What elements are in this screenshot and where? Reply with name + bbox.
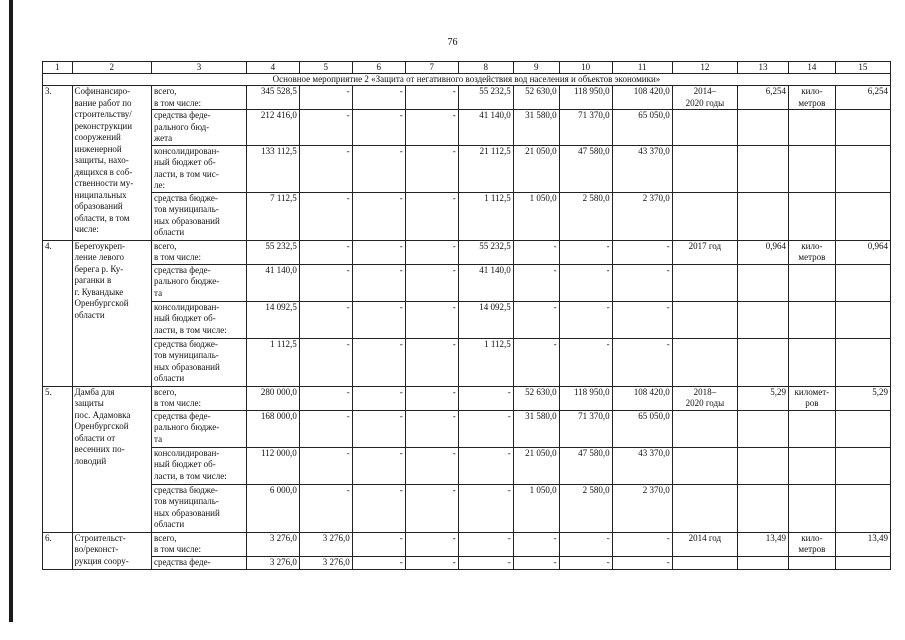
amount-cell: 2 370,0: [612, 192, 672, 240]
unit-cell: кило- метров: [788, 240, 835, 264]
period-cell-empty: [672, 192, 737, 240]
funding-source: средства бюдже- тов муниципаль- ных образований области: [152, 484, 247, 532]
amount-cell: 7 112,5: [246, 192, 299, 240]
period-cell: 2014 год: [672, 532, 737, 556]
amount-cell: -: [405, 240, 458, 264]
amount-cell: 212 416,0: [246, 110, 299, 146]
amount-cell: -: [299, 86, 352, 110]
unit-cell-empty: [788, 556, 835, 569]
amount-cell: -: [299, 264, 352, 301]
amount-cell: -: [458, 532, 513, 556]
amount-cell: 65 050,0: [612, 410, 672, 447]
amount-cell: -: [299, 484, 352, 532]
table-row: [43, 338, 891, 386]
item-name: Берегоукреп- ление левого берега р. Ку- раганки в г. Кувандыке Оренбургской области: [72, 240, 152, 386]
unit-cell-empty: [788, 145, 835, 192]
funding-source: средства феде-: [152, 556, 247, 569]
table-row: [43, 240, 891, 264]
period-cell-empty: [672, 301, 737, 338]
amount-cell: -: [352, 556, 405, 569]
column-number: 1: [43, 62, 73, 74]
period-cell: 2017 год: [672, 240, 737, 264]
indicator-value-empty: [737, 192, 788, 240]
period-cell-empty: [672, 338, 737, 386]
amount-cell: -: [612, 240, 672, 264]
amount-cell: 1 050,0: [513, 484, 559, 532]
amount-cell: -: [458, 386, 513, 410]
table-row: [43, 447, 891, 484]
funding-source: средства феде- рального бюд- жета: [152, 110, 247, 146]
indicator-value-empty: [737, 338, 788, 386]
column-number: 9: [513, 62, 559, 74]
target-value-empty: [835, 264, 890, 301]
amount-cell: -: [513, 338, 559, 386]
amount-cell: 3 276,0: [299, 532, 352, 556]
amount-cell: -: [405, 532, 458, 556]
amount-cell: -: [352, 145, 405, 192]
amount-cell: 1 112,5: [246, 338, 299, 386]
unit-cell: километ- ров: [788, 386, 835, 410]
amount-cell: 168 000,0: [246, 410, 299, 447]
amount-cell: -: [559, 301, 612, 338]
column-number: 12: [672, 62, 737, 74]
amount-cell: -: [405, 192, 458, 240]
unit-cell-empty: [788, 110, 835, 146]
item-number: 5.: [43, 386, 73, 532]
amount-cell: 55 232,5: [458, 240, 513, 264]
target-value-empty: [835, 338, 890, 386]
table-row: [43, 556, 891, 569]
amount-cell: 1 112,5: [458, 338, 513, 386]
funding-source: средства феде- рального бюдже- та: [152, 410, 247, 447]
amount-cell: -: [352, 386, 405, 410]
section-title: Основное мероприятие 2 «Защита от негативного воздействия вод населения и объектов экономики»: [43, 74, 891, 86]
amount-cell: 31 580,0: [513, 410, 559, 447]
amount-cell: 108 420,0: [612, 86, 672, 110]
amount-cell: -: [405, 556, 458, 569]
amount-cell: -: [299, 192, 352, 240]
amount-cell: 52 630,0: [513, 386, 559, 410]
amount-cell: -: [299, 110, 352, 146]
table-row: [43, 532, 891, 556]
unit-cell-empty: [788, 410, 835, 447]
amount-cell: 3 276,0: [246, 556, 299, 569]
amount-cell: 31 580,0: [513, 110, 559, 146]
unit-cell-empty: [788, 447, 835, 484]
period-cell-empty: [672, 556, 737, 569]
funding-source: всего, в том числе:: [152, 532, 247, 556]
amount-cell: -: [352, 484, 405, 532]
period-cell-empty: [672, 264, 737, 301]
target-value-empty: [835, 556, 890, 569]
amount-cell: -: [458, 556, 513, 569]
amount-cell: 21 050,0: [513, 447, 559, 484]
amount-cell: -: [352, 532, 405, 556]
amount-cell: 41 140,0: [246, 264, 299, 301]
column-number: 13: [737, 62, 788, 74]
amount-cell: -: [458, 447, 513, 484]
amount-cell: 47 580,0: [559, 145, 612, 192]
table-row: [43, 264, 891, 301]
indicator-value-empty: [737, 264, 788, 301]
period-cell-empty: [672, 484, 737, 532]
amount-cell: 1 112,5: [458, 192, 513, 240]
target-value: 13,49: [835, 532, 890, 556]
amount-cell: 71 370,0: [559, 110, 612, 146]
target-value-empty: [835, 145, 890, 192]
column-number: 14: [788, 62, 835, 74]
amount-cell: -: [513, 532, 559, 556]
period-cell-empty: [672, 410, 737, 447]
amount-cell: -: [352, 86, 405, 110]
amount-cell: -: [352, 301, 405, 338]
item-number: 6.: [43, 532, 73, 569]
indicator-value-empty: [737, 556, 788, 569]
target-value: 0,964: [835, 240, 890, 264]
funding-source: всего, в том числе:: [152, 240, 247, 264]
target-value-empty: [835, 192, 890, 240]
program-table: [42, 61, 891, 570]
item-number: 4.: [43, 240, 73, 386]
target-value: 5,29: [835, 386, 890, 410]
funding-source: всего, в том числе:: [152, 86, 247, 110]
unit-cell: кило- метров: [788, 86, 835, 110]
amount-cell: 345 528,5: [246, 86, 299, 110]
amount-cell: 133 112,5: [246, 145, 299, 192]
target-value-empty: [835, 301, 890, 338]
amount-cell: -: [352, 338, 405, 386]
amount-cell: -: [612, 532, 672, 556]
amount-cell: -: [405, 110, 458, 146]
amount-cell: -: [352, 240, 405, 264]
amount-cell: 52 630,0: [513, 86, 559, 110]
funding-source: консолидирован- ный бюджет об- ласти, в том чис- ле:: [152, 145, 247, 192]
amount-cell: -: [513, 264, 559, 301]
amount-cell: 118 950,0: [559, 86, 612, 110]
column-number: 15: [835, 62, 890, 74]
indicator-value-empty: [737, 484, 788, 532]
period-cell-empty: [672, 447, 737, 484]
column-number-row: [43, 62, 891, 74]
amount-cell: -: [352, 410, 405, 447]
column-number: 7: [405, 62, 458, 74]
column-number: 8: [458, 62, 513, 74]
amount-cell: 2 370,0: [612, 484, 672, 532]
amount-cell: -: [405, 145, 458, 192]
amount-cell: -: [458, 410, 513, 447]
amount-cell: 280 000,0: [246, 386, 299, 410]
period-cell: 2018– 2020 годы: [672, 386, 737, 410]
amount-cell: -: [299, 410, 352, 447]
amount-cell: -: [405, 386, 458, 410]
indicator-value-empty: [737, 410, 788, 447]
amount-cell: -: [299, 386, 352, 410]
amount-cell: 14 092,5: [458, 301, 513, 338]
amount-cell: -: [612, 264, 672, 301]
amount-cell: 21 112,5: [458, 145, 513, 192]
column-number: 4: [246, 62, 299, 74]
column-number: 6: [352, 62, 405, 74]
amount-cell: -: [612, 338, 672, 386]
amount-cell: -: [559, 264, 612, 301]
indicator-value: 0,964: [737, 240, 788, 264]
table-row: [43, 145, 891, 192]
amount-cell: 41 140,0: [458, 110, 513, 146]
amount-cell: -: [513, 556, 559, 569]
target-value-empty: [835, 484, 890, 532]
indicator-value: 5,29: [737, 386, 788, 410]
amount-cell: 41 140,0: [458, 264, 513, 301]
target-value-empty: [835, 410, 890, 447]
amount-cell: 43 370,0: [612, 447, 672, 484]
table-row: [43, 110, 891, 146]
item-number: 3.: [43, 86, 73, 241]
amount-cell: 2 580,0: [559, 484, 612, 532]
amount-cell: 65 050,0: [612, 110, 672, 146]
unit-cell-empty: [788, 338, 835, 386]
column-number: 11: [612, 62, 672, 74]
target-value-empty: [835, 110, 890, 146]
table-row: [43, 386, 891, 410]
section-title-row: [43, 74, 891, 86]
amount-cell: -: [299, 240, 352, 264]
unit-cell-empty: [788, 264, 835, 301]
amount-cell: -: [559, 556, 612, 569]
amount-cell: 14 092,5: [246, 301, 299, 338]
amount-cell: -: [352, 192, 405, 240]
column-number: 3: [152, 62, 247, 74]
funding-source: средства бюдже- тов муниципаль- ных образований области: [152, 338, 247, 386]
amount-cell: -: [299, 447, 352, 484]
amount-cell: -: [458, 484, 513, 532]
period-cell-empty: [672, 145, 737, 192]
amount-cell: 1 050,0: [513, 192, 559, 240]
amount-cell: 43 370,0: [612, 145, 672, 192]
amount-cell: -: [352, 264, 405, 301]
amount-cell: -: [513, 240, 559, 264]
amount-cell: 118 950,0: [559, 386, 612, 410]
amount-cell: -: [612, 556, 672, 569]
indicator-value: 6,254: [737, 86, 788, 110]
period-cell-empty: [672, 110, 737, 146]
period-cell: 2014– 2020 годы: [672, 86, 737, 110]
funding-source: всего, в том числе:: [152, 386, 247, 410]
funding-source: консолидирован- ный бюджет об- ласти, в том числе:: [152, 447, 247, 484]
indicator-value-empty: [737, 145, 788, 192]
amount-cell: -: [612, 301, 672, 338]
table-row: [43, 86, 891, 110]
amount-cell: 3 276,0: [299, 556, 352, 569]
amount-cell: 47 580,0: [559, 447, 612, 484]
amount-cell: 6 000,0: [246, 484, 299, 532]
amount-cell: 21 050,0: [513, 145, 559, 192]
unit-cell-empty: [788, 484, 835, 532]
indicator-value-empty: [737, 301, 788, 338]
column-number: 5: [299, 62, 352, 74]
amount-cell: -: [559, 532, 612, 556]
amount-cell: -: [513, 301, 559, 338]
item-name: Софинансиро- вание работ по строительству/ реконструкции сооружений инженерной защиты, нахо- дящихся в соб- ственности му- ниципальных образований области, в том числе:: [72, 86, 152, 241]
amount-cell: -: [405, 338, 458, 386]
table-row: [43, 301, 891, 338]
amount-cell: -: [405, 301, 458, 338]
unit-cell-empty: [788, 301, 835, 338]
amount-cell: -: [405, 264, 458, 301]
amount-cell: -: [352, 110, 405, 146]
page-number: 76: [447, 37, 458, 48]
item-name: Дамба для защиты пос. Адамовка Оренбургской области от весенних по- ловодий: [72, 386, 152, 532]
amount-cell: -: [559, 338, 612, 386]
amount-cell: -: [299, 145, 352, 192]
amount-cell: -: [405, 447, 458, 484]
amount-cell: 2 580,0: [559, 192, 612, 240]
amount-cell: 3 276,0: [246, 532, 299, 556]
unit-cell-empty: [788, 192, 835, 240]
table-row: [43, 484, 891, 532]
table-row: [43, 192, 891, 240]
indicator-value: 13,49: [737, 532, 788, 556]
amount-cell: 55 232,5: [458, 86, 513, 110]
unit-cell: кило- метров: [788, 532, 835, 556]
funding-source: средства бюдже- тов муниципаль- ных образований области: [152, 192, 247, 240]
amount-cell: -: [405, 86, 458, 110]
amount-cell: -: [405, 484, 458, 532]
amount-cell: -: [299, 338, 352, 386]
funding-source: средства феде- рального бюдже- та: [152, 264, 247, 301]
target-value-empty: [835, 447, 890, 484]
amount-cell: -: [559, 240, 612, 264]
funding-source: консолидирован- ный бюджет об- ласти, в том числе:: [152, 301, 247, 338]
amount-cell: 71 370,0: [559, 410, 612, 447]
amount-cell: 55 232,5: [246, 240, 299, 264]
target-value: 6,254: [835, 86, 890, 110]
amount-cell: -: [352, 447, 405, 484]
left-margin-bar: [9, 0, 13, 622]
column-number: 10: [559, 62, 612, 74]
item-name: Строительст- во/реконст- рукция соору-: [72, 532, 152, 569]
indicator-value-empty: [737, 447, 788, 484]
amount-cell: -: [299, 301, 352, 338]
amount-cell: 108 420,0: [612, 386, 672, 410]
indicator-value-empty: [737, 110, 788, 146]
column-number: 2: [72, 62, 152, 74]
table-row: [43, 410, 891, 447]
amount-cell: 112 000,0: [246, 447, 299, 484]
amount-cell: -: [405, 410, 458, 447]
